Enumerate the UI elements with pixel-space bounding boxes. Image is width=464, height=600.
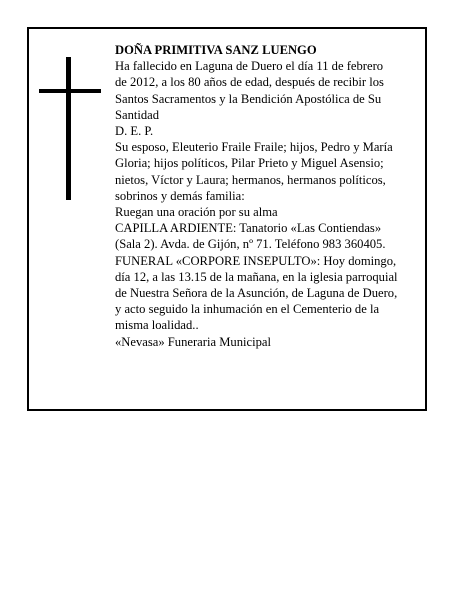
notice-line: Santidad	[115, 107, 160, 122]
chapel-address: (Sala 2). Avda. de Gijón, nº 71. Teléfono 983 360405.	[115, 237, 386, 252]
cross-vertical-bar	[66, 57, 71, 200]
notice-text	[115, 42, 419, 350]
deceased-name: DOÑA PRIMITIVA SANZ LUENGO	[115, 43, 317, 57]
notice-line: nietos, Víctor y Laura; hermanos, hermanos políticos,	[115, 172, 386, 187]
obituary-notice	[27, 27, 427, 411]
notice-line: sobrinos y demás familia:	[115, 188, 245, 203]
notice-line: y acto seguido la inhumación en el Cementerio de la	[115, 302, 380, 317]
notice-line: Su esposo, Eleuterio Fraile Fraile; hijos, Pedro y María	[115, 140, 393, 155]
funeral-info: FUNERAL «CORPORE INSEPULTO»: Hoy domingo,	[115, 253, 397, 268]
rest-in-peace: D. E. P.	[115, 124, 154, 139]
notice-line: de Nuestra Señora de la Asunción, de Laguna de Duero,	[115, 286, 398, 301]
notice-line: Gloria; hijos políticos, Pilar Prieto y Miguel Asensio;	[115, 156, 384, 171]
funeral-home: «Nevasa» Funeraria Municipal	[115, 334, 271, 349]
notice-line: misma loalidad..	[115, 318, 199, 333]
chapel-info: CAPILLA ARDIENTE: Tanatorio «Las Contiendas»	[115, 221, 382, 236]
notice-line: Santos Sacramentos y la Bendición Apostólica de Su	[115, 91, 382, 106]
notice-line: de 2012, a los 80 años de edad, después de recibir los	[115, 75, 384, 90]
cross-horizontal-bar	[39, 89, 101, 93]
prayer-request: Ruegan una oración por su alma	[115, 205, 278, 220]
notice-line: Ha fallecido en Laguna de Duero el día 11 de febrero	[115, 59, 384, 74]
notice-line: día 12, a las 13.15 de la mañana, en la iglesia parroquial	[115, 269, 398, 284]
